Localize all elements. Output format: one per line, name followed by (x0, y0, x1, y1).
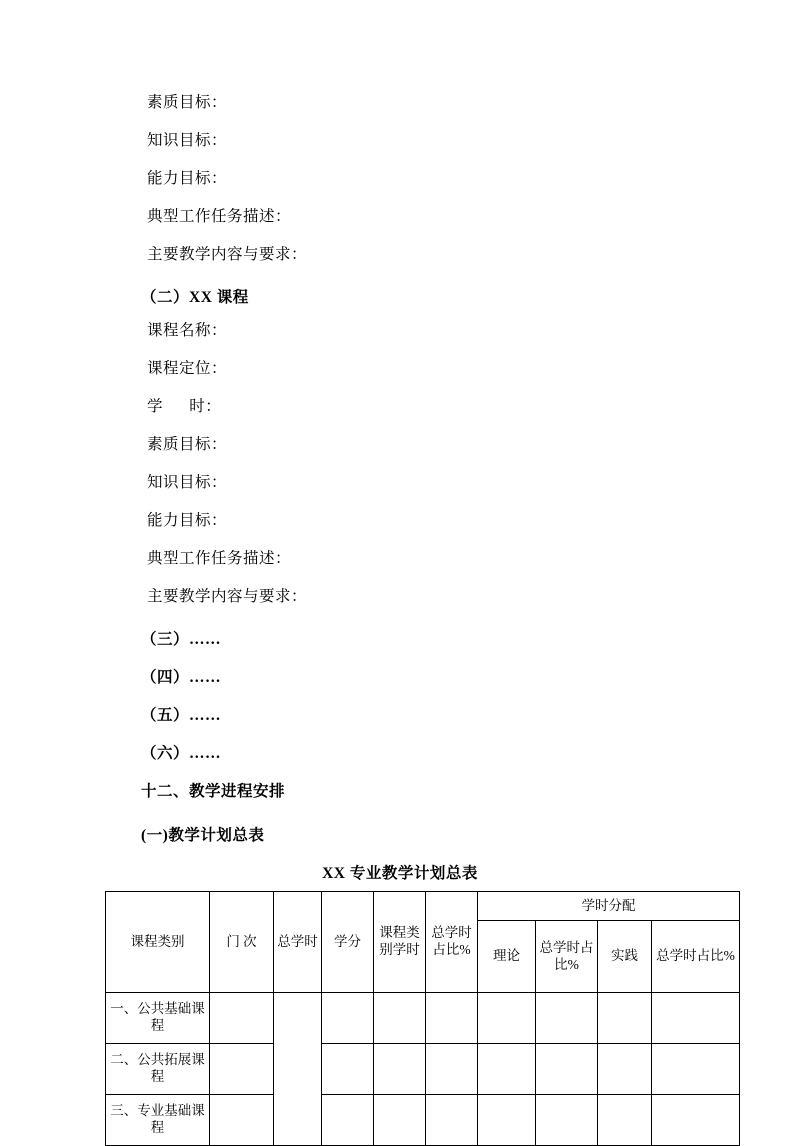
table-row (106, 993, 740, 1044)
cell-theory-pct[interactable] (536, 1044, 598, 1095)
line-main-teaching-content: 主要教学内容与要求： (147, 246, 308, 263)
line-quality-objective: 素质目标： (147, 94, 228, 111)
cell-practice-pct[interactable] (652, 993, 740, 1044)
course-objectives-block-2 (105, 323, 695, 605)
cell-theory-pct[interactable] (536, 1095, 598, 1146)
cell-total-hours-pct[interactable] (426, 1095, 478, 1146)
teaching-plan-table (105, 891, 740, 1146)
line-knowledge-objective: 知识目标： (147, 132, 228, 149)
cell-category-hours[interactable] (374, 1044, 426, 1095)
table-row (106, 1095, 740, 1146)
cell-credits[interactable] (322, 1044, 374, 1095)
row-category-public-extension[interactable]: 二、公共拓展课程 (106, 1044, 210, 1095)
list-item-course-3: （三）…… (141, 631, 222, 648)
table-row (106, 1044, 740, 1095)
cell-credits[interactable] (322, 993, 374, 1044)
cell-category-hours[interactable] (374, 993, 426, 1044)
cell-total-hours-pct[interactable] (426, 993, 478, 1044)
cell-practice[interactable] (598, 993, 652, 1044)
cell-count[interactable] (210, 1044, 274, 1095)
cell-category-hours[interactable] (374, 1095, 426, 1146)
line-course-position: 课程定位： (147, 360, 228, 377)
header-theory: 理论 (478, 921, 536, 993)
header-category: 课程类别 (106, 892, 210, 993)
cell-total-hours-merged[interactable] (274, 993, 322, 1146)
line-typical-task-description-2: 典型工作任务描述： (147, 550, 292, 567)
cell-practice[interactable] (598, 1044, 652, 1095)
header-total-hours-pct: 总学时占比% (426, 892, 478, 993)
list-item-course-6: （六）…… (141, 745, 222, 762)
table-title: XX 专业教学计划总表 (322, 865, 478, 882)
header-category-hours: 课程类别学时 (374, 892, 426, 993)
header-theory-pct: 总学时占比% (536, 921, 598, 993)
row-category-professional-basic[interactable]: 三、专业基础课程 (106, 1095, 210, 1146)
line-ability-objective: 能力目标： (147, 170, 228, 187)
cell-practice-pct[interactable] (652, 1095, 740, 1146)
course-objectives-block-1 (105, 95, 695, 263)
list-item-course-4: （四）…… (141, 669, 222, 686)
list-item-course-5: （五）…… (141, 707, 222, 724)
header-hours-distribution: 学时分配 (478, 892, 740, 921)
cell-theory[interactable] (478, 1095, 536, 1146)
row-category-public-basic[interactable]: 一、公共基础课程 (106, 993, 210, 1044)
cell-count[interactable] (210, 1095, 274, 1146)
cell-theory-pct[interactable] (536, 993, 598, 1044)
line-knowledge-objective-2: 知识目标： (147, 474, 228, 491)
cell-practice[interactable] (598, 1095, 652, 1146)
header-total-hours: 总学时 (274, 892, 322, 993)
header-count: 门 次 (210, 892, 274, 993)
line-course-hours: 学 时： (147, 398, 222, 415)
cell-credits[interactable] (322, 1095, 374, 1146)
line-course-name: 课程名称： (147, 322, 228, 339)
line-ability-objective-2: 能力目标： (147, 512, 228, 529)
header-credits: 学分 (322, 892, 374, 993)
section-heading-course-2: （二）XX 课程 (141, 289, 249, 306)
line-main-teaching-content-2: 主要教学内容与要求： (147, 588, 308, 605)
line-typical-task-description: 典型工作任务描述： (147, 208, 292, 225)
heading-section-twelve-one: (一)教学计划总表 (141, 827, 265, 844)
cell-theory[interactable] (478, 993, 536, 1044)
header-practice-pct: 总学时占比% (652, 921, 740, 993)
course-ellipsis-list (105, 627, 695, 763)
line-quality-objective-2: 素质目标： (147, 436, 228, 453)
cell-total-hours-pct[interactable] (426, 1044, 478, 1095)
heading-section-twelve: 十二、教学进程安排 (141, 783, 286, 800)
cell-theory[interactable] (478, 1044, 536, 1095)
cell-practice-pct[interactable] (652, 1044, 740, 1095)
cell-count[interactable] (210, 993, 274, 1044)
header-practice: 实践 (598, 921, 652, 993)
